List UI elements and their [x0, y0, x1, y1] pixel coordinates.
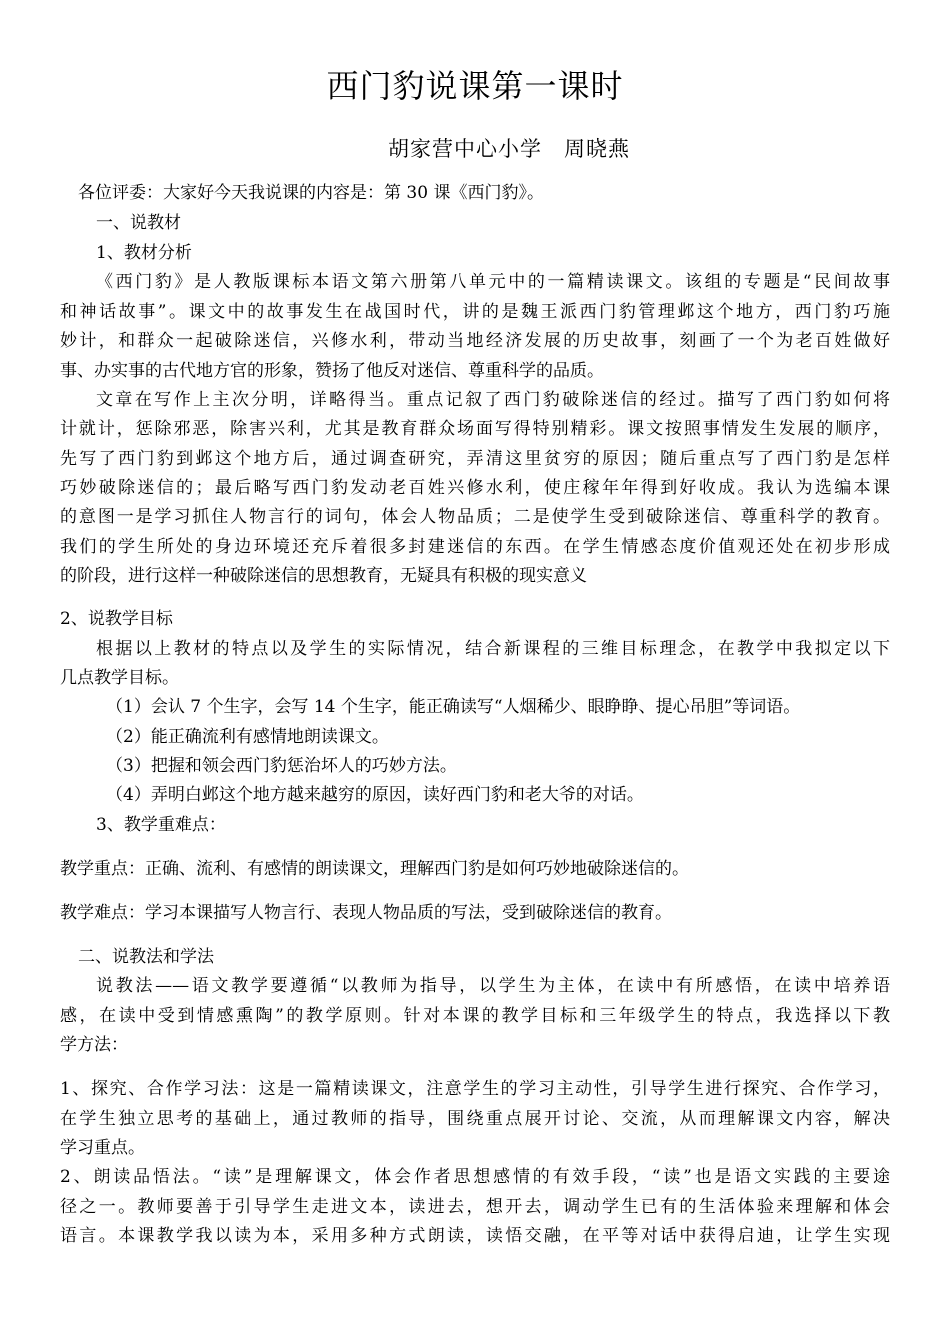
- paragraph-line: 《西门豹》是人教版课标本语文第六册第八单元中的一篇精读课文。该组的专题是“民间故事: [96, 272, 890, 292]
- subsection-heading: 2、说教学目标: [60, 609, 173, 629]
- paragraph-line: 的意图一是学习抓住人物言行的词句，体会人物品质；二是使学生受到破除迷信、尊重科学的教育。: [60, 507, 890, 527]
- paragraph-line: 妙计，和群众一起破除迷信，兴修水利，带动当地经济发展的历史故事，刻画了一个为老百姓做好: [60, 331, 890, 351]
- paragraph-line: 的阶段，进行这样一种破除迷信的思想教育，无疑具有积极的现实意义: [60, 566, 587, 586]
- objective-item: （2）能正确流利有感情地朗读课文。: [106, 727, 389, 747]
- paragraph-line: 巧妙破除迷信的；最后略写西门豹发动老百姓兴修水利，使庄稼年年得到好收成。我认为选编本课: [60, 478, 890, 498]
- paragraph-line: 先写了西门豹到邺这个地方后，通过调查研究，弄清这里贫穷的原因；随后重点写了西门豹是怎样: [60, 449, 890, 469]
- paragraph-line: 学方法：: [60, 1035, 128, 1055]
- document-author: 胡家营中心小学 周晓燕: [388, 137, 630, 161]
- paragraph-line: 说教法——语文教学要遵循“以教师为指导，以学生为主体，在读中有所感悟，在读中培养语: [96, 976, 890, 996]
- paragraph-line: 我们的学生所处的身边环境还充斥着很多封建迷信的东西。在学生情感态度价值观还处在初步形成: [60, 537, 890, 557]
- paragraph-line: 和神话故事”。课文中的故事发生在战国时代，讲的是魏王派西门豹管理邺这个地方，西门豹巧施: [60, 302, 890, 322]
- section-heading: 一、说教材: [96, 213, 181, 233]
- difficult-point-line: 教学难点：学习本课描写人物言行、表现人物品质的写法，受到破除迷信的教育。: [60, 903, 672, 923]
- paragraph-line: 文章在写作上主次分明，详略得当。重点记叙了西门豹破除迷信的经过。描写了西门豹如何将: [96, 390, 890, 410]
- paragraph-line: 语言。本课教学我以读为本，采用多种方式朗读，读悟交融，在平等对话中获得启迪，让学生实现: [60, 1226, 890, 1246]
- document-title: 西门豹说课第一课时: [326, 67, 624, 105]
- paragraph-line: 2、朗读品悟法。“读”是理解课文，体会作者思想感情的有效手段，“读”也是语文实践的主要途: [60, 1167, 890, 1187]
- paragraph-line: 感，在读中受到情感熏陶”的教学原则。针对本课的教学目标和三年级学生的特点，我选择以下教: [60, 1006, 890, 1026]
- paragraph-line: 根据以上教材的特点以及学生的实际情况，结合新课程的三维目标理念，在教学中我拟定以下: [96, 639, 890, 659]
- objective-item: （3）把握和领会西门豹惩治坏人的巧妙方法。: [106, 756, 457, 776]
- paragraph-line: 1、探究、合作学习法：这是一篇精读课文，注意学生的学习主动性，引导学生进行探究、合作学习，: [60, 1079, 890, 1099]
- paragraph-line: 径之一。教师要善于引导学生走进文本，读进去，想开去，调动学生已有的生活体验来理解和体会: [60, 1197, 890, 1217]
- paragraph-line: 事、办实事的古代地方官的形象，赞扬了他反对迷信、尊重科学的品质。: [60, 361, 604, 381]
- paragraph-line: 各位评委：大家好今天我说课的内容是：第 30 课《西门豹》。: [78, 183, 544, 203]
- objective-item: （1）会认 7 个生字，会写 14 个生字，能正确读写“人烟稀少、眼睁睁、提心吊胆”等词语。: [106, 697, 801, 717]
- paragraph-line: 计就计，惩除邪恶，除害兴利，尤其是教育群众场面写得特别精彩。课文按照事情发生发展的顺序，: [60, 419, 890, 439]
- paragraph-line: 在学生独立思考的基础上，通过教师的指导，围绕重点展开讨论、交流，从而理解课文内容，解决: [60, 1109, 890, 1129]
- subsection-heading: 1、教材分析: [96, 243, 192, 263]
- key-point-line: 教学重点：正确、流利、有感情的朗读课文，理解西门豹是如何巧妙地破除迷信的。: [60, 859, 689, 879]
- paragraph-line: 几点教学目标。: [60, 668, 179, 688]
- section-heading: 二、说教法和学法: [78, 947, 214, 967]
- paragraph-line: 学习重点。: [60, 1138, 145, 1158]
- objective-item: （4）弄明白邺这个地方越来越穷的原因，读好西门豹和老大爷的对话。: [106, 785, 644, 805]
- subsection-heading: 3、教学重难点：: [96, 815, 226, 835]
